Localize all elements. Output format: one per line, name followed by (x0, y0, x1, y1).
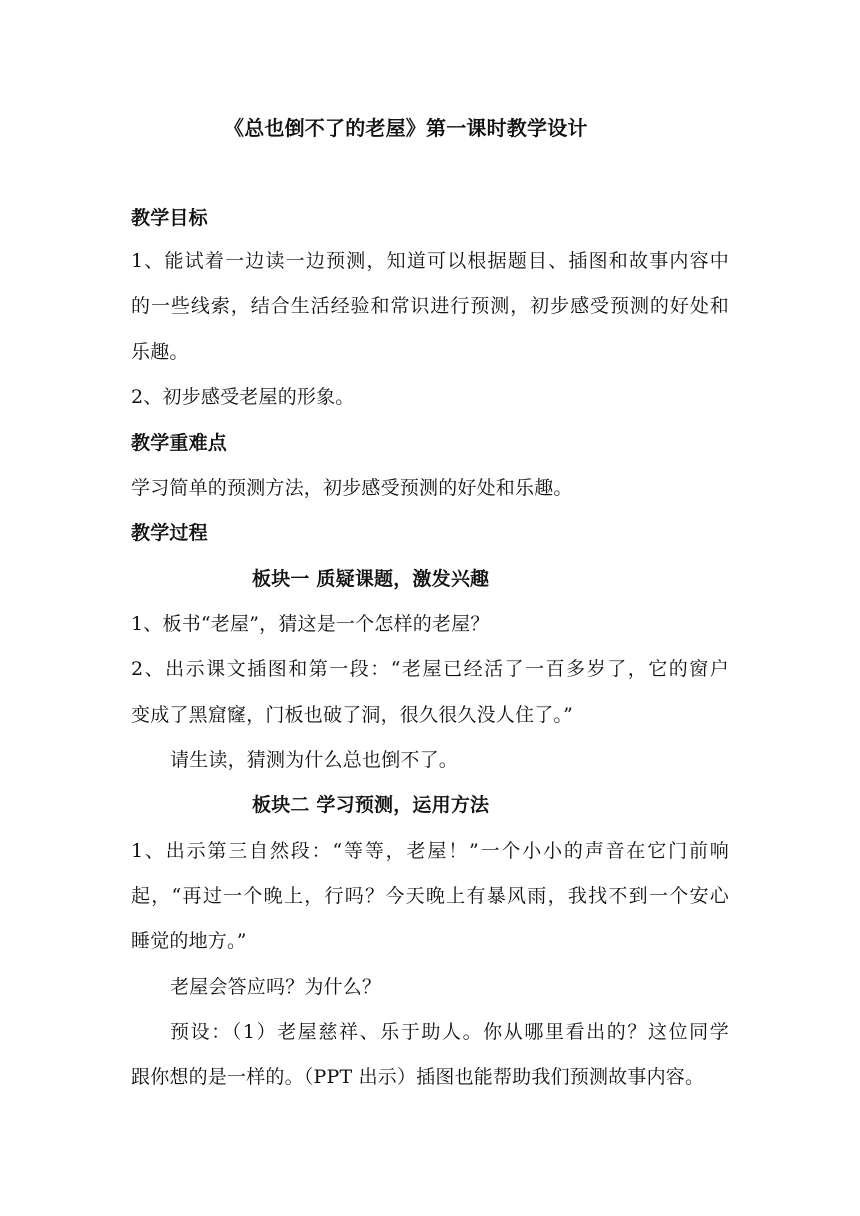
paragraph-line: 老屋会答应吗？为什么？ (170, 976, 382, 998)
paragraph-line: 2、出示课文插图和第一段：“老屋已经活了一百多岁了，它的窗户 (131, 658, 729, 680)
block-1-heading: 板块一 质疑课题，激发兴趣 (252, 568, 490, 590)
paragraph-line: 2、初步感受老屋的形象。 (131, 386, 355, 408)
block-2-heading: 板块二 学习预测，运用方法 (252, 794, 490, 816)
key-points-heading: 教学重难点 (131, 432, 228, 454)
paragraph-line: 起，“再过一个晚上，行吗？今天晚上有暴风雨，我找不到一个安心 (131, 885, 729, 907)
paragraph-line: 学习简单的预测方法，初步感受预测的好处和乐趣。 (131, 477, 573, 499)
paragraph-line: 1、板书“老屋”，猜这是一个怎样的老屋？ (131, 613, 490, 635)
paragraph-line: 请生读，猜测为什么总也倒不了。 (170, 749, 459, 771)
paragraph-line: 睡觉的地方。” (131, 930, 247, 952)
document-title: 《总也倒不了的老屋》第一课时教学设计 (224, 116, 588, 140)
paragraph-line: 1、能试着一边读一边预测，知道可以根据题目、插图和故事内容中 (131, 250, 729, 272)
process-heading: 教学过程 (131, 522, 208, 544)
paragraph-line: 变成了黑窟窿，门板也破了洞，很久很久没人住了。” (131, 704, 574, 726)
paragraph-line: 乐趣。 (131, 341, 189, 363)
paragraph-line: 跟你想的是一样的。（PPT 出示）插图也能帮助我们预测故事内容。 (131, 1066, 705, 1088)
paragraph-line: 预设：（1）老屋慈祥、乐于助人。你从哪里看出的？这位同学 (170, 1021, 729, 1043)
paragraph-line: 1、出示第三自然段：“等等，老屋！”一个小小的声音在它门前响 (131, 840, 729, 862)
paragraph-line: 的一些线索，结合生活经验和常识进行预测，初步感受预测的好处和 (131, 295, 729, 317)
objectives-heading: 教学目标 (131, 207, 208, 229)
